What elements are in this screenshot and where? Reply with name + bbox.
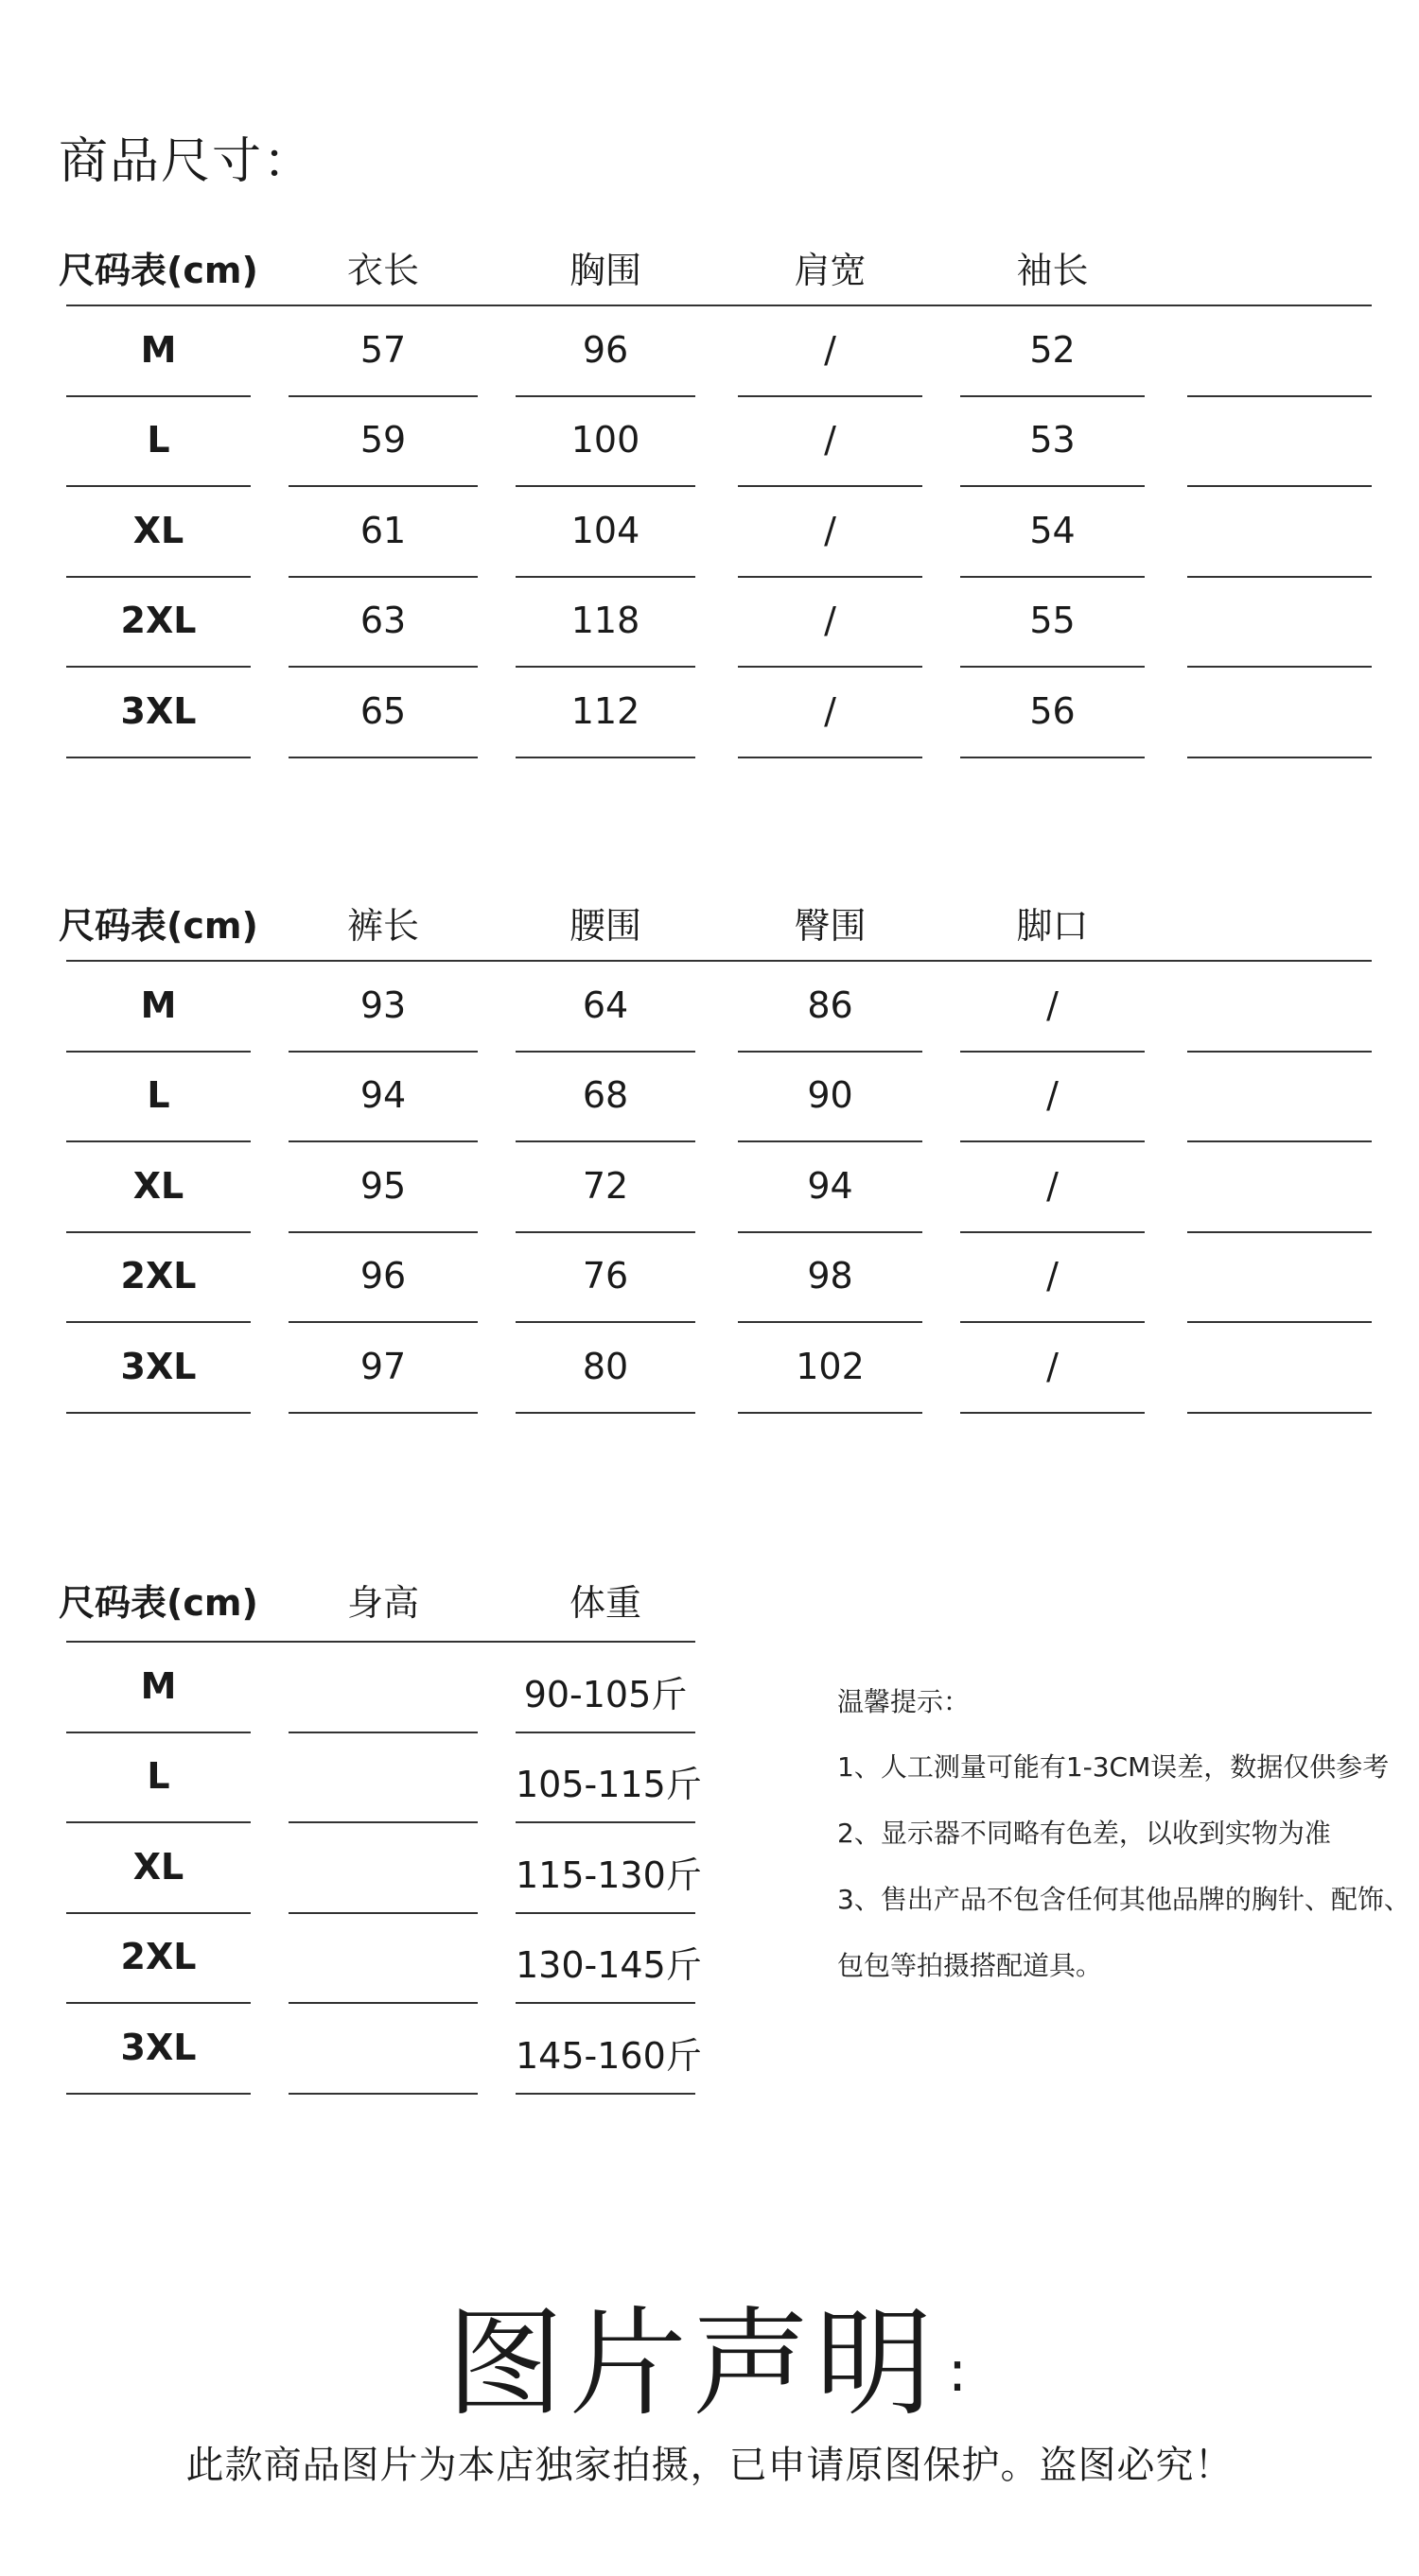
table-row-divider bbox=[960, 395, 1145, 397]
table-row-divider bbox=[1187, 1231, 1372, 1233]
table-row-divider bbox=[960, 1231, 1145, 1233]
table-row-divider bbox=[289, 1231, 478, 1233]
table-row-divider bbox=[289, 2002, 478, 2004]
table-row-divider bbox=[66, 395, 251, 397]
declaration-note: 此款商品图片为本店独家拍摄，已申请原图保护。盗图必究！ bbox=[185, 2444, 1234, 2487]
table-header-size: 尺码表(cm) bbox=[59, 250, 258, 291]
table-row-divider bbox=[66, 666, 251, 668]
declaration-title bbox=[0, 2270, 1419, 2438]
table-row-divider bbox=[960, 1412, 1145, 1414]
table-row-divider bbox=[738, 1321, 922, 1323]
table-cell: 68 bbox=[582, 1074, 629, 1117]
table-row-divider bbox=[289, 2093, 478, 2095]
table-row-divider bbox=[1187, 485, 1372, 487]
table-row-divider bbox=[66, 2093, 251, 2095]
table-row-divider bbox=[1187, 666, 1372, 668]
table-cell: / bbox=[824, 419, 836, 461]
table-row-divider bbox=[960, 666, 1145, 668]
table-cell: 95 bbox=[359, 1164, 407, 1207]
table-cell: 94 bbox=[359, 1074, 407, 1117]
declaration-colon: : bbox=[947, 2338, 973, 2405]
table-cell: 97 bbox=[359, 1345, 407, 1387]
table-row-divider bbox=[960, 485, 1145, 487]
table-cell: / bbox=[1046, 1074, 1059, 1117]
table-cell: 64 bbox=[582, 983, 629, 1026]
table-header: 脚口 bbox=[1016, 905, 1089, 947]
table-cell: 118 bbox=[570, 600, 640, 642]
table-cell: 86 bbox=[807, 983, 853, 1026]
tips-item: 1、人工测量可能有1-3CM误差，数据仅供参考 bbox=[837, 1751, 1390, 1783]
table-row-divider bbox=[516, 2093, 695, 2095]
table-row-divider bbox=[289, 1821, 478, 1823]
table-row-divider bbox=[516, 1051, 695, 1053]
table-row-divider bbox=[289, 395, 478, 397]
table-cell: 72 bbox=[582, 1164, 629, 1207]
page-title: 商品尺寸： bbox=[59, 133, 315, 190]
table-cell-size: M bbox=[140, 983, 177, 1026]
table-cell-size: L bbox=[147, 419, 170, 461]
table-row-divider bbox=[738, 1231, 922, 1233]
table-cell-size: 2XL bbox=[120, 1255, 197, 1297]
table-row-divider bbox=[738, 666, 922, 668]
table-header-size: 尺码表(cm) bbox=[59, 1582, 258, 1624]
table-cell: / bbox=[1046, 1255, 1059, 1297]
table-row-divider bbox=[66, 757, 251, 758]
table-header: 胸围 bbox=[569, 250, 641, 291]
table-row-divider bbox=[516, 1732, 695, 1733]
table-cell: 63 bbox=[359, 600, 407, 642]
table-row-divider bbox=[66, 1321, 251, 1323]
table-cell: 90-105斤 bbox=[523, 1673, 688, 1715]
table-cell: 115-130斤 bbox=[516, 1854, 702, 1896]
table-row-divider bbox=[66, 1140, 251, 1142]
table-row-divider bbox=[289, 1912, 478, 1914]
table-row-divider bbox=[516, 1912, 695, 1914]
table-row-divider bbox=[516, 485, 695, 487]
table-cell: 96 bbox=[359, 1255, 407, 1297]
table-row-divider bbox=[516, 1231, 695, 1233]
table-row-divider bbox=[1187, 576, 1372, 578]
table-row-divider bbox=[960, 576, 1145, 578]
table-row-divider bbox=[516, 395, 695, 397]
table-row-divider bbox=[960, 1321, 1145, 1323]
table-header: 衣长 bbox=[346, 250, 419, 291]
table-cell: 54 bbox=[1029, 509, 1076, 551]
table-row-divider bbox=[289, 485, 478, 487]
table-cell: 59 bbox=[359, 419, 407, 461]
table-row-divider bbox=[516, 666, 695, 668]
table-row-divider bbox=[289, 1140, 478, 1142]
table-cell-size: L bbox=[147, 1074, 170, 1117]
table-cell: 130-145斤 bbox=[516, 1944, 702, 1987]
table-row-divider bbox=[738, 576, 922, 578]
table-row-divider bbox=[66, 485, 251, 487]
table-cell: / bbox=[824, 509, 836, 551]
table-header: 袖长 bbox=[1016, 250, 1089, 291]
table-cell: 112 bbox=[570, 689, 640, 732]
tips-item: 包包等拍摄搭配道具。 bbox=[837, 1950, 1103, 1981]
table-row-divider bbox=[960, 757, 1145, 758]
table-row-divider bbox=[66, 1412, 251, 1414]
table-cell-size: XL bbox=[132, 1845, 184, 1888]
table-cell: 100 bbox=[570, 419, 640, 461]
table-row-divider bbox=[738, 1412, 922, 1414]
table-cell: 55 bbox=[1029, 600, 1076, 642]
table-row-divider bbox=[516, 1140, 695, 1142]
table-cell: 104 bbox=[570, 509, 640, 551]
table-row-divider bbox=[66, 1732, 251, 1733]
table-row-divider bbox=[1187, 1321, 1372, 1323]
table-row-divider bbox=[289, 576, 478, 578]
table-cell: 96 bbox=[582, 328, 629, 371]
table-row-divider bbox=[289, 1412, 478, 1414]
table-row-divider bbox=[516, 1821, 695, 1823]
table-cell: 94 bbox=[807, 1164, 853, 1207]
table-cell: 102 bbox=[796, 1345, 865, 1387]
table-cell-size: 2XL bbox=[120, 1936, 197, 1978]
table-cell: / bbox=[1046, 1345, 1059, 1387]
table-cell: 145-160斤 bbox=[516, 2034, 702, 2077]
table-cell-size: L bbox=[147, 1755, 170, 1798]
table-row-divider bbox=[738, 395, 922, 397]
table-row-divider bbox=[516, 1321, 695, 1323]
table-header: 臀围 bbox=[794, 905, 867, 947]
table-cell: 98 bbox=[807, 1255, 853, 1297]
table-cell: / bbox=[824, 689, 836, 732]
tips-item: 3、售出产品不包含任何其他品牌的胸针、配饰、 bbox=[837, 1884, 1410, 1915]
table-cell: 93 bbox=[359, 983, 407, 1026]
table-row-divider bbox=[289, 1732, 478, 1733]
table-row-divider bbox=[289, 1051, 478, 1053]
table-row-divider bbox=[1187, 395, 1372, 397]
table-row-divider bbox=[738, 1140, 922, 1142]
table-header: 腰围 bbox=[569, 905, 641, 947]
table-header: 体重 bbox=[569, 1582, 641, 1624]
table-cell: / bbox=[824, 600, 836, 642]
table-row-divider bbox=[1187, 1140, 1372, 1142]
table-row-divider bbox=[1187, 757, 1372, 758]
table-header-divider bbox=[66, 960, 1372, 962]
table-cell: 80 bbox=[582, 1345, 629, 1387]
table-row-divider bbox=[66, 576, 251, 578]
table-row-divider bbox=[738, 1051, 922, 1053]
table-row-divider bbox=[66, 1051, 251, 1053]
table-row-divider bbox=[960, 1051, 1145, 1053]
table-row-divider bbox=[516, 576, 695, 578]
table-header: 裤长 bbox=[346, 905, 419, 947]
table-row-divider bbox=[289, 1321, 478, 1323]
table-cell: 76 bbox=[582, 1255, 629, 1297]
table-cell: 65 bbox=[359, 689, 407, 732]
table-cell: / bbox=[824, 328, 836, 371]
table-header: 身高 bbox=[346, 1582, 419, 1624]
table-cell: 90 bbox=[807, 1074, 853, 1117]
table-cell-size: 2XL bbox=[120, 600, 197, 642]
table-row-divider bbox=[516, 1412, 695, 1414]
table-row-divider bbox=[66, 1821, 251, 1823]
table-row-divider bbox=[66, 1231, 251, 1233]
table-cell-size: 3XL bbox=[120, 2026, 197, 2068]
table-row-divider bbox=[289, 757, 478, 758]
table-row-divider bbox=[1187, 1412, 1372, 1414]
table-cell: 57 bbox=[359, 328, 407, 371]
declaration-title-text: 图片声明 bbox=[446, 2296, 938, 2432]
table-cell-size: M bbox=[140, 328, 177, 371]
table-header-divider bbox=[66, 1641, 695, 1643]
table-row-divider bbox=[738, 757, 922, 758]
tips-heading: 温馨提示： bbox=[837, 1686, 971, 1717]
table-cell: 61 bbox=[359, 509, 407, 551]
table-cell-size: 3XL bbox=[120, 1345, 197, 1387]
table-cell-size: 3XL bbox=[120, 689, 197, 732]
table-cell: 52 bbox=[1029, 328, 1076, 371]
table-row-divider bbox=[1187, 1051, 1372, 1053]
table-row-divider bbox=[289, 666, 478, 668]
table-cell: 105-115斤 bbox=[516, 1764, 702, 1806]
table-cell-size: M bbox=[140, 1664, 177, 1707]
table-row-divider bbox=[960, 1140, 1145, 1142]
table-row-divider bbox=[66, 1912, 251, 1914]
table-cell-size: XL bbox=[132, 509, 184, 551]
table-cell: 53 bbox=[1029, 419, 1076, 461]
table-row-divider bbox=[516, 2002, 695, 2004]
table-cell: / bbox=[1046, 1164, 1059, 1207]
table-row-divider bbox=[516, 757, 695, 758]
table-header-size: 尺码表(cm) bbox=[59, 905, 258, 947]
table-header-divider bbox=[66, 305, 1372, 306]
table-row-divider bbox=[66, 2002, 251, 2004]
tips-item: 2、显示器不同略有色差，以收到实物为准 bbox=[837, 1818, 1331, 1849]
table-header: 肩宽 bbox=[794, 250, 867, 291]
table-cell: / bbox=[1046, 983, 1059, 1026]
table-cell-size: XL bbox=[132, 1164, 184, 1207]
table-cell: 56 bbox=[1029, 689, 1076, 732]
table-row-divider bbox=[738, 485, 922, 487]
